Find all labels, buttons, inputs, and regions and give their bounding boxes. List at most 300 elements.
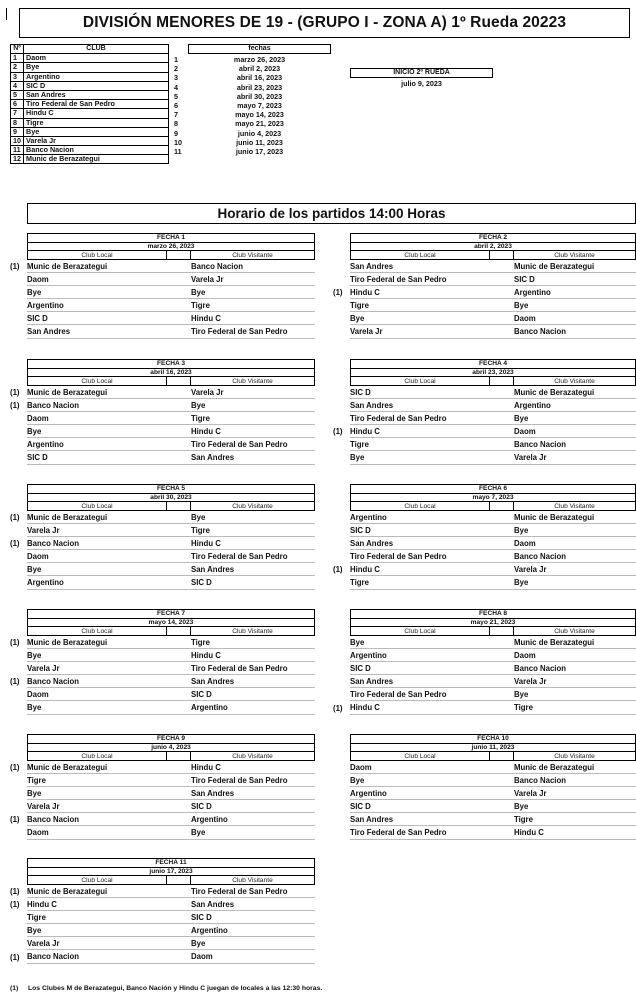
fecha-date: marzo 26, 2023	[233, 55, 286, 64]
match-row	[350, 550, 636, 563]
local-club: Bye	[27, 651, 42, 661]
club-name: SIC D	[24, 81, 169, 90]
fecha-date-label: abril 30, 2023	[27, 493, 315, 502]
local-club: Argentino	[27, 578, 64, 588]
match-row	[27, 399, 315, 412]
visitor-club: Banco Nacion	[514, 327, 566, 337]
visitor-column-header: Club Visitante	[514, 377, 636, 385]
local-club: Daom	[27, 414, 49, 424]
local-club: San Andres	[27, 327, 71, 337]
local-club: Varela Jr	[27, 802, 60, 812]
local-club: Argentino	[350, 789, 387, 799]
fechas-header: fechas	[188, 44, 331, 54]
fecha-block	[350, 609, 636, 715]
visitor-club: Hindu C	[514, 828, 544, 838]
column-spacer	[167, 377, 191, 385]
local-club: Varela Jr	[27, 664, 60, 674]
early-kickoff-mark: (1)	[333, 703, 343, 713]
visitor-club: Tigre	[191, 301, 210, 311]
local-club: Tiro Federal de San Pedro	[350, 275, 447, 285]
match-row	[27, 937, 315, 950]
column-headers	[350, 627, 636, 636]
visitor-club: Hindu C	[191, 314, 221, 324]
visitor-club: San Andres	[191, 900, 235, 910]
local-club: Munic de Berazategui	[27, 513, 108, 522]
fecha-date-label: mayo 14, 2023	[27, 618, 315, 627]
club-name: Argentino	[24, 72, 169, 81]
visitor-club: Bye	[514, 526, 529, 536]
match-row	[350, 787, 636, 800]
local-club: Bye	[350, 314, 365, 324]
fecha-title: FECHA 3	[27, 359, 315, 368]
column-spacer	[167, 627, 191, 635]
num-header: Nº	[11, 45, 24, 54]
column-spacer	[490, 377, 514, 385]
local-club: Tigre	[350, 440, 369, 450]
fecha-title: FECHA 2	[350, 233, 636, 242]
early-kickoff-mark: (1)	[333, 427, 343, 437]
local-club: San Andres	[350, 815, 394, 825]
club-name: Varela Jr	[24, 136, 169, 145]
fecha-title: FECHA 8	[350, 609, 636, 618]
match-row	[350, 312, 636, 325]
club-number: 2	[11, 63, 24, 72]
fecha-number: 2	[174, 64, 178, 74]
visitor-club: SIC D	[514, 275, 535, 285]
match-row	[350, 774, 636, 787]
club-number: 1	[11, 54, 24, 63]
match-row	[27, 286, 315, 299]
local-club: Argentino	[27, 301, 64, 311]
column-headers	[350, 377, 636, 386]
match-row	[27, 425, 315, 438]
club-row	[11, 118, 169, 127]
fecha-date: mayo 21, 2023	[235, 119, 284, 129]
match-row	[350, 537, 636, 550]
fecha-block	[27, 484, 315, 590]
visitor-club: Daom	[514, 314, 536, 324]
column-headers	[350, 251, 636, 260]
column-spacer	[167, 876, 191, 884]
club-number: 4	[11, 81, 24, 90]
early-kickoff-mark: (1)	[10, 763, 20, 772]
local-club: Hindu C	[350, 703, 380, 713]
club-row	[11, 63, 169, 72]
fecha-block	[350, 359, 636, 465]
match-row	[350, 425, 636, 438]
local-club: Daom	[27, 828, 49, 838]
local-club: Argentino	[350, 651, 387, 661]
visitor-club: Daom	[514, 539, 536, 549]
club-number: 5	[11, 90, 24, 99]
visitor-club: San Andres	[191, 453, 235, 463]
fecha-date: abril 30, 2023	[236, 91, 283, 101]
club-row	[11, 155, 169, 164]
visitor-club: Daom	[191, 952, 213, 962]
local-club: Hindu C	[27, 900, 57, 910]
local-club: Munic de Berazategui	[27, 638, 108, 647]
fecha-block	[350, 734, 636, 840]
early-kickoff-mark: (1)	[10, 638, 20, 647]
visitor-club: Tigre	[514, 815, 533, 825]
fecha-block	[27, 734, 315, 840]
club-number: 8	[11, 118, 24, 127]
visitor-column-header: Club Visitante	[191, 752, 315, 760]
visitor-club: Varela Jr	[514, 677, 547, 687]
column-headers	[350, 502, 636, 511]
club-name: Bye	[24, 63, 169, 72]
local-club: SIC D	[350, 802, 371, 812]
visitor-club: Bye	[514, 301, 529, 311]
club-table	[10, 44, 169, 164]
local-club: SIC D	[350, 664, 371, 674]
local-club: Tigre	[350, 578, 369, 588]
fecha-block	[350, 233, 636, 339]
local-column-header: Club Local	[27, 876, 167, 884]
visitor-club: Daom	[514, 651, 536, 661]
local-club: Banco Nacion	[27, 539, 79, 549]
club-row	[11, 72, 169, 81]
early-kickoff-mark: (1)	[10, 262, 20, 271]
match-row	[27, 688, 315, 701]
local-club: Banco Nacion	[27, 815, 79, 825]
match-row	[350, 649, 636, 662]
visitor-club: Argentino	[191, 815, 228, 825]
match-row	[27, 774, 315, 787]
visitor-club: Munic de Berazategui	[514, 513, 595, 522]
inicio-date: julio 9, 2023	[401, 79, 442, 88]
club-number: 6	[11, 100, 24, 109]
local-club: Hindu C	[350, 565, 380, 575]
match-row	[27, 800, 315, 813]
visitor-club: Hindu C	[191, 763, 221, 772]
match-row	[350, 826, 636, 839]
visitor-club: Banco Nacion	[514, 664, 566, 674]
match-row	[27, 813, 315, 826]
club-name: Munic de Berazategui	[24, 155, 169, 164]
visitor-club: Tiro Federal de San Pedro	[191, 440, 288, 450]
fecha-date: mayo 7, 2023	[237, 100, 282, 110]
fecha-number: 11	[174, 146, 182, 156]
fecha-block	[27, 233, 315, 339]
local-club: Bye	[27, 703, 42, 713]
visitor-club: Tiro Federal de San Pedro	[191, 327, 288, 337]
fecha-date-label: abril 23, 2023	[350, 368, 636, 377]
local-club: San Andres	[350, 262, 394, 271]
visitor-club: Banco Nacion	[514, 552, 566, 562]
local-club: Munic de Berazategui	[27, 887, 108, 896]
local-club: Bye	[27, 288, 42, 298]
match-row	[27, 675, 315, 688]
local-column-header: Club Local	[27, 752, 167, 760]
match-row	[350, 675, 636, 688]
club-number: 11	[11, 146, 24, 155]
inicio-label: INICIO 2º RUEDA	[350, 68, 493, 78]
visitor-club: San Andres	[191, 565, 235, 575]
visitor-column-header: Club Visitante	[191, 502, 315, 510]
visitor-club: Daom	[514, 427, 536, 437]
visitor-club: San Andres	[191, 789, 235, 799]
match-row	[27, 312, 315, 325]
local-club: Argentino	[27, 440, 64, 450]
fecha-date-label: junio 4, 2023	[27, 743, 315, 752]
local-club: Tiro Federal de San Pedro	[350, 414, 447, 424]
fecha-title: FECHA 6	[350, 484, 636, 493]
local-club: Tigre	[27, 776, 46, 786]
visitor-club: Tiro Federal de San Pedro	[191, 552, 288, 562]
match-row	[350, 761, 636, 774]
match-row	[27, 524, 315, 537]
visitor-club: Varela Jr	[191, 275, 224, 285]
column-headers	[27, 502, 315, 511]
match-row	[27, 576, 315, 589]
local-club: San Andres	[350, 677, 394, 687]
fecha-number: 8	[174, 119, 178, 129]
local-club: Daom	[27, 275, 49, 285]
column-headers	[27, 377, 315, 386]
match-row	[350, 299, 636, 312]
club-number: 9	[11, 127, 24, 136]
match-row	[350, 636, 636, 649]
local-column-header: Club Local	[27, 377, 167, 385]
fecha-date-label: mayo 21, 2023	[350, 618, 636, 627]
club-name: Banco Nacion	[24, 146, 169, 155]
match-row	[350, 576, 636, 589]
early-kickoff-mark: (1)	[10, 887, 20, 896]
fecha-date: mayo 14, 2023	[235, 110, 284, 120]
local-column-header: Club Local	[27, 627, 167, 635]
visitor-club: Argentino	[514, 401, 551, 411]
visitor-club: Varela Jr	[514, 453, 547, 463]
column-headers	[27, 876, 315, 885]
match-row	[350, 800, 636, 813]
visitor-club: Bye	[191, 288, 206, 298]
fecha-title: FECHA 1	[27, 233, 315, 242]
visitor-club: Munic de Berazategui	[514, 638, 595, 647]
visitor-club: SIC D	[191, 578, 212, 588]
local-club: Tigre	[27, 913, 46, 923]
visitor-club: Tiro Federal de San Pedro	[191, 887, 288, 896]
local-club: Tiro Federal de San Pedro	[350, 828, 447, 838]
match-row	[350, 386, 636, 399]
fecha-number: 7	[174, 110, 178, 120]
match-row	[350, 260, 636, 273]
local-column-header: Club Local	[27, 502, 167, 510]
fecha-date-label: marzo 26, 2023	[27, 242, 315, 251]
fecha-date-label: abril 16, 2023	[27, 368, 315, 377]
visitor-club: Munic de Berazategui	[514, 388, 595, 397]
visitor-club: Bye	[191, 401, 206, 411]
match-row	[27, 911, 315, 924]
fecha-number: 5	[174, 91, 178, 101]
fecha-date: abril 2, 2023	[238, 64, 281, 74]
club-name: Bye	[24, 127, 169, 136]
local-club: Daom	[350, 763, 372, 772]
club-name: San Andres	[24, 90, 169, 99]
local-club: Daom	[27, 690, 49, 700]
visitor-club: Argentino	[514, 288, 551, 298]
fecha-title: FECHA 4	[350, 359, 636, 368]
local-club: Argentino	[350, 513, 387, 522]
fecha-number: 9	[174, 128, 178, 138]
fecha-date: abril 23, 2023	[236, 82, 283, 92]
club-name: Daom	[24, 54, 169, 63]
early-kickoff-mark: (1)	[333, 288, 343, 298]
local-club: SIC D	[350, 526, 371, 536]
fecha-date-label: junio 17, 2023	[27, 867, 315, 876]
match-row	[27, 299, 315, 312]
visitor-club: Bye	[191, 513, 206, 522]
visitor-club: Bye	[514, 690, 529, 700]
local-column-header: Club Local	[350, 752, 490, 760]
fecha-block	[27, 609, 315, 715]
column-headers	[350, 752, 636, 761]
column-spacer	[167, 251, 191, 259]
match-row	[27, 636, 315, 649]
visitor-club: SIC D	[191, 690, 212, 700]
visitor-column-header: Club Visitante	[191, 251, 315, 259]
visitor-club: San Andres	[191, 677, 235, 687]
match-row	[27, 550, 315, 563]
club-name: Hindu C	[24, 109, 169, 118]
visitor-club: Argentino	[191, 703, 228, 713]
visitor-club: Hindu C	[191, 539, 221, 549]
visitor-club: Tiro Federal de San Pedro	[191, 664, 288, 674]
match-row	[350, 438, 636, 451]
match-row	[27, 451, 315, 464]
visitor-club: Banco Nacion	[514, 440, 566, 450]
visitor-club: Bye	[514, 414, 529, 424]
visitor-column-header: Club Visitante	[514, 502, 636, 510]
schedule-heading: Horario de los partidos 14:00 Horas	[27, 203, 636, 224]
visitor-club: Munic de Berazategui	[514, 763, 595, 772]
match-row	[350, 412, 636, 425]
local-club: Tiro Federal de San Pedro	[350, 690, 447, 700]
fecha-block	[27, 858, 315, 964]
fecha-date-label: mayo 7, 2023	[350, 493, 636, 502]
visitor-club: Varela Jr	[191, 388, 224, 397]
early-kickoff-mark: (1)	[10, 900, 20, 910]
local-column-header: Club Local	[350, 377, 490, 385]
fecha-number: 10	[174, 137, 182, 147]
local-club: Bye	[350, 453, 365, 463]
match-row	[350, 688, 636, 701]
local-club: Munic de Berazategui	[27, 388, 108, 397]
fecha-number-list	[174, 55, 182, 156]
visitor-column-header: Club Visitante	[514, 251, 636, 259]
match-row	[27, 701, 315, 714]
match-row	[27, 386, 315, 399]
margin-mark	[6, 8, 7, 20]
local-club: Varela Jr	[350, 327, 383, 337]
local-club: Daom	[27, 552, 49, 562]
visitor-club: Varela Jr	[514, 789, 547, 799]
local-club: Hindu C	[350, 288, 380, 298]
local-club: SIC D	[27, 453, 48, 463]
page-title: DIVISIÓN MENORES DE 19 - (GRUPO I - ZONA A) 1º Rueda 20223	[19, 8, 630, 38]
local-club: Tigre	[350, 301, 369, 311]
local-club: Varela Jr	[27, 939, 60, 949]
local-column-header: Club Local	[27, 251, 167, 259]
fecha-title: FECHA 10	[350, 734, 636, 743]
club-name: Tigre	[24, 118, 169, 127]
match-row	[27, 563, 315, 576]
visitor-club: Bye	[191, 939, 206, 949]
column-headers	[27, 752, 315, 761]
fecha-number: 4	[174, 82, 178, 92]
column-headers	[27, 251, 315, 260]
visitor-club: Banco Nacion	[514, 776, 566, 786]
local-club: Tiro Federal de San Pedro	[350, 552, 447, 562]
fecha-date: junio 4, 2023	[237, 128, 282, 138]
match-row	[27, 826, 315, 839]
match-row	[350, 273, 636, 286]
footnote-mark: (1)	[10, 985, 19, 992]
visitor-club: Bye	[191, 828, 206, 838]
local-club: Bye	[350, 776, 365, 786]
visitor-club: Munic de Berazategui	[514, 262, 595, 271]
early-kickoff-mark: (1)	[10, 815, 20, 825]
club-number: 12	[11, 155, 24, 164]
visitor-column-header: Club Visitante	[191, 377, 315, 385]
visitor-club: Banco Nacion	[191, 262, 243, 271]
visitor-club: Tigre	[514, 703, 533, 713]
fecha-number: 3	[174, 73, 178, 83]
local-club: SIC D	[27, 314, 48, 324]
match-row	[350, 701, 636, 714]
column-spacer	[490, 627, 514, 635]
fecha-number: 6	[174, 100, 178, 110]
visitor-club: SIC D	[191, 802, 212, 812]
fecha-date: junio 11, 2023	[236, 137, 283, 147]
local-club: Munic de Berazategui	[27, 763, 108, 772]
fecha-date-list	[188, 55, 331, 156]
match-row	[350, 451, 636, 464]
local-club: Banco Nacion	[27, 677, 79, 687]
match-row	[27, 885, 315, 898]
fecha-date-label: abril 2, 2023	[350, 242, 636, 251]
local-club: Bye	[27, 565, 42, 575]
local-club: Hindu C	[350, 427, 380, 437]
club-row	[11, 109, 169, 118]
visitor-club: SIC D	[191, 913, 212, 923]
club-header: CLUB	[24, 45, 169, 54]
visitor-club: Bye	[514, 802, 529, 812]
local-club: Bye	[27, 926, 42, 936]
column-spacer	[167, 752, 191, 760]
early-kickoff-mark: (1)	[333, 565, 343, 575]
match-row	[350, 325, 636, 338]
match-row	[27, 438, 315, 451]
fecha-title: FECHA 11	[27, 858, 315, 867]
local-club: San Andres	[350, 401, 394, 411]
early-kickoff-mark: (1)	[10, 677, 20, 687]
match-row	[27, 924, 315, 937]
match-row	[27, 950, 315, 963]
fecha-title: FECHA 5	[27, 484, 315, 493]
match-row	[350, 511, 636, 524]
match-row	[27, 787, 315, 800]
visitor-column-header: Club Visitante	[191, 627, 315, 635]
local-column-header: Club Local	[350, 251, 490, 259]
match-row	[27, 273, 315, 286]
early-kickoff-mark: (1)	[10, 952, 20, 962]
fecha-block	[27, 359, 315, 465]
match-row	[350, 813, 636, 826]
club-number: 10	[11, 136, 24, 145]
match-row	[27, 662, 315, 675]
column-spacer	[490, 251, 514, 259]
